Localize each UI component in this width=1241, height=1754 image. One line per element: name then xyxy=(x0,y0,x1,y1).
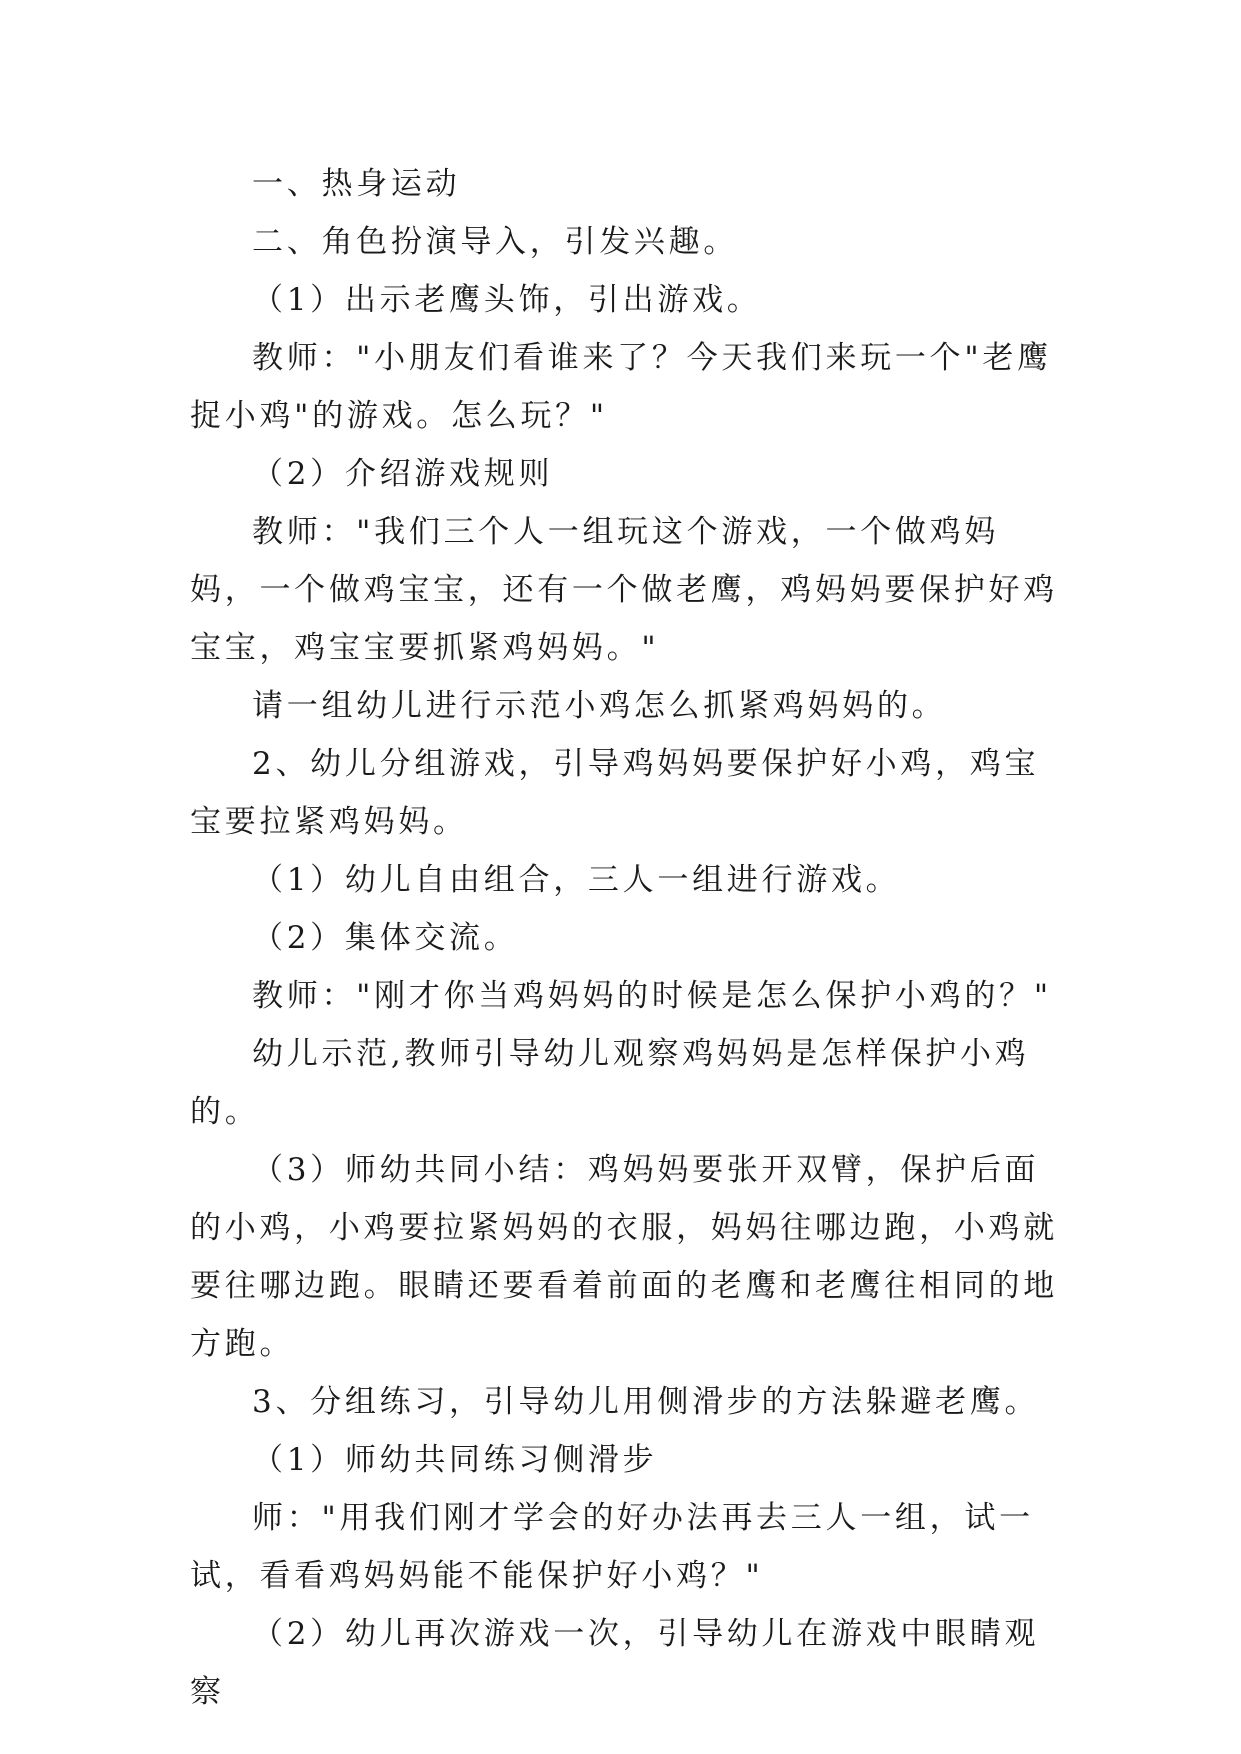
paragraph-heading-1: 一、热身运动 xyxy=(252,166,461,202)
document-body xyxy=(190,155,1060,1721)
paragraph: （3）师幼共同小结：鸡妈妈要张开双臂，保护后面的小鸡，小鸡要拉紧妈妈的衣服，妈妈往哪边跑，小鸡就要往哪边跑。眼睛还要看着前面的老鹰和老鹰往相同的地方跑。 xyxy=(190,1152,1058,1362)
paragraph: （1）出示老鹰头饰，引出游戏。 xyxy=(252,282,762,318)
paragraph: 幼儿示范,教师引导幼儿观察鸡妈妈是怎样保护小鸡的。 xyxy=(190,1036,1030,1130)
paragraph: 请一组幼儿进行示范小鸡怎么抓紧鸡妈妈的。 xyxy=(252,688,947,724)
paragraph: 2、幼儿分组游戏，引导鸡妈妈要保护好小鸡，鸡宝宝要拉紧鸡妈妈。 xyxy=(190,746,1040,840)
paragraph: （1）幼儿自由组合，三人一组进行游戏。 xyxy=(252,862,901,898)
paragraph: 教师："刚才你当鸡妈妈的时候是怎么保护小鸡的？" xyxy=(252,978,1052,1014)
paragraph: 3、分组练习，引导幼儿用侧滑步的方法躲避老鹰。 xyxy=(252,1384,1040,1420)
paragraph: 教师："我们三个人一组玩这个游戏，一个做鸡妈妈，一个做鸡宝宝，还有一个做老鹰，鸡妈妈要保护好鸡宝宝，鸡宝宝要抓紧鸡妈妈。" xyxy=(190,514,1058,666)
paragraph: （2）集体交流。 xyxy=(252,920,519,956)
paragraph: （2）介绍游戏规则 xyxy=(252,456,554,492)
paragraph: 师："用我们刚才学会的好办法再去三人一组，试一试，看看鸡妈妈能不能保护好小鸡？" xyxy=(190,1500,1034,1594)
paragraph: （1）师幼共同练习侧滑步 xyxy=(252,1442,658,1478)
paragraph: 教师："小朋友们看谁来了？今天我们来玩一个"老鹰捉小鸡"的游戏。怎么玩？" xyxy=(190,340,1052,434)
paragraph: （2）幼儿再次游戏一次，引导幼儿在游戏中眼睛观察 xyxy=(190,1616,1040,1710)
paragraph-heading-2: 二、角色扮演导入，引发兴趣。 xyxy=(252,224,739,260)
